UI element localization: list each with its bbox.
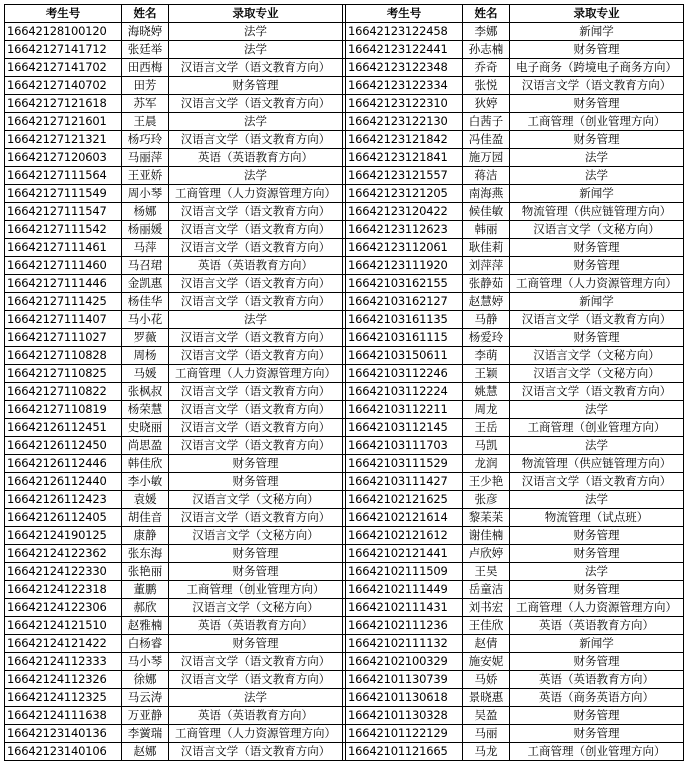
- name-cell: 马丽萍: [122, 149, 169, 167]
- major-cell: 汉语言文学（语文教育方向）: [510, 383, 684, 401]
- exam-id-cell: 16642102121612: [346, 527, 463, 545]
- exam-id-cell: 16642126112451: [5, 419, 122, 437]
- name-cell: 乔奇: [463, 59, 510, 77]
- name-cell: 白杨睿: [122, 635, 169, 653]
- name-cell: 蒋洁: [463, 167, 510, 185]
- exam-id-cell: 16642102100329: [346, 653, 463, 671]
- exam-id-cell: 16642124122330: [5, 563, 122, 581]
- major-cell: 财务管理: [169, 77, 343, 95]
- name-cell: 马龙: [463, 743, 510, 761]
- name-cell: 王颖: [463, 365, 510, 383]
- admission-table: [4, 4, 684, 761]
- exam-id-cell: 16642103111529: [346, 455, 463, 473]
- name-cell: 杨巧玲: [122, 131, 169, 149]
- table-row: [5, 113, 684, 131]
- major-cell: 英语（商务英语方向）: [510, 689, 684, 707]
- name-cell: 白茜子: [463, 113, 510, 131]
- exam-id-cell: 16642103161135: [346, 311, 463, 329]
- table-row: [5, 167, 684, 185]
- name-cell: 施安妮: [463, 653, 510, 671]
- table-row: [5, 41, 684, 59]
- exam-id-cell: 16642127111547: [5, 203, 122, 221]
- major-cell: 财务管理: [169, 545, 343, 563]
- table-row: [5, 95, 684, 113]
- major-cell: 法学: [169, 311, 343, 329]
- table-row: [5, 725, 684, 743]
- exam-id-cell: 16642127111549: [5, 185, 122, 203]
- header-major: 录取专业: [169, 5, 343, 23]
- exam-id-cell: 16642102111236: [346, 617, 463, 635]
- exam-id-cell: 16642127110825: [5, 365, 122, 383]
- exam-id-cell: 16642103112246: [346, 365, 463, 383]
- table-row: [5, 509, 684, 527]
- name-cell: 韩佳欣: [122, 455, 169, 473]
- name-cell: 李黉瑞: [122, 725, 169, 743]
- exam-id-cell: 16642127110822: [5, 383, 122, 401]
- major-cell: 新闻学: [510, 293, 684, 311]
- exam-id-cell: 16642124190125: [5, 527, 122, 545]
- name-cell: 杨娜: [122, 203, 169, 221]
- major-cell: 法学: [510, 167, 684, 185]
- major-cell: 工商管理（创业管理方向）: [169, 581, 343, 599]
- name-cell: 董鹏: [122, 581, 169, 599]
- table-row: [5, 581, 684, 599]
- major-cell: 财务管理: [510, 131, 684, 149]
- table-row: [5, 275, 684, 293]
- exam-id-cell: 16642126112450: [5, 437, 122, 455]
- name-cell: 尚思盈: [122, 437, 169, 455]
- exam-id-cell: 16642102111509: [346, 563, 463, 581]
- name-cell: 罗薇: [122, 329, 169, 347]
- major-cell: 工商管理（人力资源管理方向）: [169, 185, 343, 203]
- major-cell: 汉语言文学（文秘方向）: [510, 221, 684, 239]
- table-row: [5, 23, 684, 41]
- header-exam-id: 考生号: [346, 5, 463, 23]
- major-cell: 财务管理: [510, 239, 684, 257]
- table-row: [5, 707, 684, 725]
- major-cell: 法学: [510, 491, 684, 509]
- major-cell: 法学: [510, 437, 684, 455]
- table-row: [5, 419, 684, 437]
- major-cell: 汉语言文学（语文教育方向）: [169, 509, 343, 527]
- exam-id-cell: 16642127111461: [5, 239, 122, 257]
- major-cell: 工商管理（人力资源管理方向）: [510, 275, 684, 293]
- exam-id-cell: 16642123121205: [346, 185, 463, 203]
- exam-id-cell: 16642102121441: [346, 545, 463, 563]
- name-cell: 南海燕: [463, 185, 510, 203]
- exam-id-cell: 16642127111425: [5, 293, 122, 311]
- major-cell: 财务管理: [510, 545, 684, 563]
- exam-id-cell: 16642127111407: [5, 311, 122, 329]
- table-row: [5, 653, 684, 671]
- exam-id-cell: 16642126112440: [5, 473, 122, 491]
- exam-id-cell: 16642124122318: [5, 581, 122, 599]
- name-cell: 周龙: [463, 401, 510, 419]
- major-cell: 财务管理: [510, 581, 684, 599]
- exam-id-cell: 16642103112224: [346, 383, 463, 401]
- name-cell: 赵倩: [463, 635, 510, 653]
- exam-id-cell: 16642123121841: [346, 149, 463, 167]
- major-cell: 英语（英语教育方向）: [169, 257, 343, 275]
- exam-id-cell: 16642123111920: [346, 257, 463, 275]
- name-cell: 李萌: [463, 347, 510, 365]
- exam-id-cell: 16642123122310: [346, 95, 463, 113]
- name-cell: 赵娜: [122, 743, 169, 761]
- header-row: [5, 5, 684, 23]
- exam-id-cell: 16642123120422: [346, 203, 463, 221]
- name-cell: 刘书宏: [463, 599, 510, 617]
- exam-id-cell: 16642102111431: [346, 599, 463, 617]
- header-major: 录取专业: [510, 5, 684, 23]
- name-cell: 徐娜: [122, 671, 169, 689]
- name-cell: 马媛: [122, 365, 169, 383]
- name-cell: 刘萍萍: [463, 257, 510, 275]
- table-row: [5, 77, 684, 95]
- name-cell: 卢欣婷: [463, 545, 510, 563]
- exam-id-cell: 16642127121321: [5, 131, 122, 149]
- major-cell: 工商管理（人力资源管理方向）: [169, 725, 343, 743]
- major-cell: 物流管理（供应链管理方向）: [510, 203, 684, 221]
- name-cell: 景晓惠: [463, 689, 510, 707]
- exam-id-cell: 16642102121625: [346, 491, 463, 509]
- major-cell: 英语（英语教育方向）: [169, 617, 343, 635]
- major-cell: 汉语言文学（语文教育方向）: [169, 59, 343, 77]
- major-cell: 汉语言文学（语文教育方向）: [169, 383, 343, 401]
- major-cell: 法学: [510, 401, 684, 419]
- name-cell: 岳童洁: [463, 581, 510, 599]
- major-cell: 汉语言文学（文秘方向）: [169, 491, 343, 509]
- exam-id-cell: 16642124112333: [5, 653, 122, 671]
- major-cell: 物流管理（试点班）: [510, 509, 684, 527]
- table-row: [5, 527, 684, 545]
- exam-id-cell: 16642101122129: [346, 725, 463, 743]
- exam-id-cell: 16642127110819: [5, 401, 122, 419]
- name-cell: 海晓婷: [122, 23, 169, 41]
- major-cell: 汉语言文学（语文教育方向）: [169, 221, 343, 239]
- table-row: [5, 401, 684, 419]
- exam-id-cell: 16642124121422: [5, 635, 122, 653]
- major-cell: 汉语言文学（语文教育方向）: [169, 743, 343, 761]
- name-cell: 袁媛: [122, 491, 169, 509]
- exam-id-cell: 16642123122334: [346, 77, 463, 95]
- exam-id-cell: 16642103162155: [346, 275, 463, 293]
- name-cell: 金凯惠: [122, 275, 169, 293]
- exam-id-cell: 16642123112061: [346, 239, 463, 257]
- exam-id-cell: 16642103161115: [346, 329, 463, 347]
- exam-id-cell: 16642124112326: [5, 671, 122, 689]
- name-cell: 万亚静: [122, 707, 169, 725]
- major-cell: 汉语言文学（语文教育方向）: [169, 401, 343, 419]
- major-cell: 财务管理: [169, 455, 343, 473]
- exam-id-cell: 16642103112145: [346, 419, 463, 437]
- admission-list: [4, 4, 684, 761]
- exam-id-cell: 16642127120603: [5, 149, 122, 167]
- name-cell: 周小琴: [122, 185, 169, 203]
- table-row: [5, 545, 684, 563]
- table-row: [5, 743, 684, 761]
- name-cell: 马小琴: [122, 653, 169, 671]
- major-cell: 汉语言文学（语文教育方向）: [169, 131, 343, 149]
- name-cell: 赵雅楠: [122, 617, 169, 635]
- name-cell: 张彦: [463, 491, 510, 509]
- exam-id-cell: 16642127121601: [5, 113, 122, 131]
- major-cell: 财务管理: [169, 563, 343, 581]
- major-cell: 物流管理（供应链管理方向）: [510, 455, 684, 473]
- exam-id-cell: 16642127110828: [5, 347, 122, 365]
- major-cell: 财务管理: [510, 527, 684, 545]
- table-row: [5, 491, 684, 509]
- header-name: 姓名: [463, 5, 510, 23]
- major-cell: 财务管理: [510, 329, 684, 347]
- table-row: [5, 203, 684, 221]
- major-cell: 汉语言文学（语文教育方向）: [169, 239, 343, 257]
- name-cell: 马召珺: [122, 257, 169, 275]
- major-cell: 汉语言文学（语文教育方向）: [169, 293, 343, 311]
- major-cell: 工商管理（人力资源管理方向）: [169, 365, 343, 383]
- major-cell: 汉语言文学（语文教育方向）: [169, 437, 343, 455]
- exam-id-cell: 16642123122458: [346, 23, 463, 41]
- exam-id-cell: 16642123112623: [346, 221, 463, 239]
- name-cell: 王亚娇: [122, 167, 169, 185]
- major-cell: 工商管理（创业管理方向）: [510, 419, 684, 437]
- major-cell: 汉语言文学（语文教育方向）: [169, 419, 343, 437]
- name-cell: 胡佳音: [122, 509, 169, 527]
- exam-id-cell: 16642101130618: [346, 689, 463, 707]
- major-cell: 财务管理: [510, 257, 684, 275]
- name-cell: 赵慧婷: [463, 293, 510, 311]
- name-cell: 康静: [122, 527, 169, 545]
- exam-id-cell: 16642124122306: [5, 599, 122, 617]
- exam-id-cell: 16642102111449: [346, 581, 463, 599]
- major-cell: 汉语言文学（文秘方向）: [169, 599, 343, 617]
- major-cell: 汉语言文学（语文教育方向）: [169, 653, 343, 671]
- exam-id-cell: 16642101130739: [346, 671, 463, 689]
- name-cell: 张艳丽: [122, 563, 169, 581]
- table-row: [5, 239, 684, 257]
- exam-id-cell: 16642127111027: [5, 329, 122, 347]
- exam-id-cell: 16642123122130: [346, 113, 463, 131]
- name-cell: 狄婷: [463, 95, 510, 113]
- major-cell: 法学: [169, 23, 343, 41]
- table-row: [5, 365, 684, 383]
- exam-id-cell: 16642103111703: [346, 437, 463, 455]
- name-cell: 候佳敏: [463, 203, 510, 221]
- exam-id-cell: 16642123121842: [346, 131, 463, 149]
- exam-id-cell: 16642124112325: [5, 689, 122, 707]
- exam-id-cell: 16642124122362: [5, 545, 122, 563]
- table-row: [5, 131, 684, 149]
- name-cell: 张枫叔: [122, 383, 169, 401]
- table-row: [5, 347, 684, 365]
- exam-id-cell: 16642101121665: [346, 743, 463, 761]
- exam-id-cell: 16642103111427: [346, 473, 463, 491]
- name-cell: 张东海: [122, 545, 169, 563]
- header-name: 姓名: [122, 5, 169, 23]
- major-cell: 财务管理: [169, 635, 343, 653]
- name-cell: 冯佳盈: [463, 131, 510, 149]
- exam-id-cell: 16642127121618: [5, 95, 122, 113]
- name-cell: 史晓丽: [122, 419, 169, 437]
- name-cell: 王少艳: [463, 473, 510, 491]
- major-cell: 法学: [169, 167, 343, 185]
- name-cell: 姚慧: [463, 383, 510, 401]
- name-cell: 马小花: [122, 311, 169, 329]
- exam-id-cell: 16642102121614: [346, 509, 463, 527]
- name-cell: 马凯: [463, 437, 510, 455]
- major-cell: 法学: [510, 563, 684, 581]
- major-cell: 法学: [169, 113, 343, 131]
- name-cell: 吴盈: [463, 707, 510, 725]
- table-row: [5, 473, 684, 491]
- name-cell: 王岳: [463, 419, 510, 437]
- major-cell: 汉语言文学（语文教育方向）: [510, 77, 684, 95]
- table-row: [5, 329, 684, 347]
- major-cell: 新闻学: [510, 635, 684, 653]
- table-row: [5, 599, 684, 617]
- major-cell: 英语（英语教育方向）: [510, 617, 684, 635]
- exam-id-cell: 16642127111446: [5, 275, 122, 293]
- major-cell: 汉语言文学（文秘方向）: [169, 527, 343, 545]
- name-cell: 马静: [463, 311, 510, 329]
- exam-id-cell: 16642126112405: [5, 509, 122, 527]
- major-cell: 财务管理: [510, 707, 684, 725]
- name-cell: 韩丽: [463, 221, 510, 239]
- exam-id-cell: 16642127141702: [5, 59, 122, 77]
- major-cell: 工商管理（人力资源管理方向）: [510, 599, 684, 617]
- exam-id-cell: 16642103162127: [346, 293, 463, 311]
- exam-id-cell: 16642128100120: [5, 23, 122, 41]
- major-cell: 工商管理（创业管理方向）: [510, 743, 684, 761]
- exam-id-cell: 16642127111564: [5, 167, 122, 185]
- table-row: [5, 635, 684, 653]
- major-cell: 财务管理: [510, 653, 684, 671]
- major-cell: 英语（英语教育方向）: [169, 149, 343, 167]
- name-cell: 杨爱玲: [463, 329, 510, 347]
- name-cell: 马丽: [463, 725, 510, 743]
- exam-id-cell: 16642124121510: [5, 617, 122, 635]
- major-cell: 汉语言文学（语文教育方向）: [510, 473, 684, 491]
- major-cell: 法学: [169, 41, 343, 59]
- name-cell: 黎苿苿: [463, 509, 510, 527]
- name-cell: 孙志楠: [463, 41, 510, 59]
- exam-id-cell: 16642123140136: [5, 725, 122, 743]
- major-cell: 财务管理: [510, 725, 684, 743]
- name-cell: 苏军: [122, 95, 169, 113]
- name-cell: 马娇: [463, 671, 510, 689]
- exam-id-cell: 16642127111460: [5, 257, 122, 275]
- name-cell: 张静茹: [463, 275, 510, 293]
- name-cell: 李娜: [463, 23, 510, 41]
- name-cell: 马云涛: [122, 689, 169, 707]
- table-row: [5, 59, 684, 77]
- exam-id-cell: 16642126112423: [5, 491, 122, 509]
- name-cell: 王昊: [463, 563, 510, 581]
- exam-id-cell: 16642123140106: [5, 743, 122, 761]
- major-cell: 汉语言文学（文秘方向）: [510, 365, 684, 383]
- exam-id-cell: 16642127141712: [5, 41, 122, 59]
- major-cell: 汉语言文学（语文教育方向）: [510, 311, 684, 329]
- name-cell: 杨丽媛: [122, 221, 169, 239]
- exam-id-cell: 16642102111132: [346, 635, 463, 653]
- table-row: [5, 185, 684, 203]
- exam-id-cell: 16642103112211: [346, 401, 463, 419]
- table-row: [5, 617, 684, 635]
- major-cell: 财务管理: [510, 41, 684, 59]
- major-cell: 英语（英语教育方向）: [510, 671, 684, 689]
- major-cell: 电子商务（跨境电子商务方向）: [510, 59, 684, 77]
- name-cell: 张悦: [463, 77, 510, 95]
- major-cell: 汉语言文学（文秘方向）: [510, 347, 684, 365]
- major-cell: 汉语言文学（语文教育方向）: [169, 329, 343, 347]
- name-cell: 周杨: [122, 347, 169, 365]
- major-cell: 汉语言文学（语文教育方向）: [169, 203, 343, 221]
- name-cell: 田芳: [122, 77, 169, 95]
- table-row: [5, 311, 684, 329]
- table-row: [5, 221, 684, 239]
- table-row: [5, 689, 684, 707]
- name-cell: 施万园: [463, 149, 510, 167]
- major-cell: 汉语言文学（语文教育方向）: [169, 671, 343, 689]
- exam-id-cell: 16642127140702: [5, 77, 122, 95]
- exam-id-cell: 16642101130328: [346, 707, 463, 725]
- name-cell: 王晨: [122, 113, 169, 131]
- major-cell: 汉语言文学（语文教育方向）: [169, 95, 343, 113]
- name-cell: 王佳欣: [463, 617, 510, 635]
- table-row: [5, 671, 684, 689]
- exam-id-cell: 16642126112446: [5, 455, 122, 473]
- major-cell: 财务管理: [510, 95, 684, 113]
- table-row: [5, 149, 684, 167]
- major-cell: 法学: [169, 689, 343, 707]
- name-cell: 李小敏: [122, 473, 169, 491]
- major-cell: 英语（英语教育方向）: [169, 707, 343, 725]
- exam-id-cell: 16642123122348: [346, 59, 463, 77]
- header-exam-id: 考生号: [5, 5, 122, 23]
- table-row: [5, 455, 684, 473]
- name-cell: 马萍: [122, 239, 169, 257]
- major-cell: 新闻学: [510, 185, 684, 203]
- name-cell: 龙润: [463, 455, 510, 473]
- table-row: [5, 383, 684, 401]
- exam-id-cell: 16642124111638: [5, 707, 122, 725]
- major-cell: 汉语言文学（语文教育方向）: [169, 275, 343, 293]
- exam-id-cell: 16642123122441: [346, 41, 463, 59]
- major-cell: 法学: [510, 149, 684, 167]
- table-row: [5, 293, 684, 311]
- major-cell: 新闻学: [510, 23, 684, 41]
- table-row: [5, 563, 684, 581]
- exam-id-cell: 16642123121557: [346, 167, 463, 185]
- name-cell: 耿佳莉: [463, 239, 510, 257]
- major-cell: 财务管理: [169, 473, 343, 491]
- name-cell: 杨佳华: [122, 293, 169, 311]
- name-cell: 谢佳楠: [463, 527, 510, 545]
- exam-id-cell: 16642127111542: [5, 221, 122, 239]
- name-cell: 郝欣: [122, 599, 169, 617]
- name-cell: 田西梅: [122, 59, 169, 77]
- name-cell: 杨荣慧: [122, 401, 169, 419]
- major-cell: 工商管理（创业管理方向）: [510, 113, 684, 131]
- table-row: [5, 437, 684, 455]
- name-cell: 张廷举: [122, 41, 169, 59]
- exam-id-cell: 16642103150611: [346, 347, 463, 365]
- table-row: [5, 257, 684, 275]
- major-cell: 汉语言文学（语文教育方向）: [169, 347, 343, 365]
